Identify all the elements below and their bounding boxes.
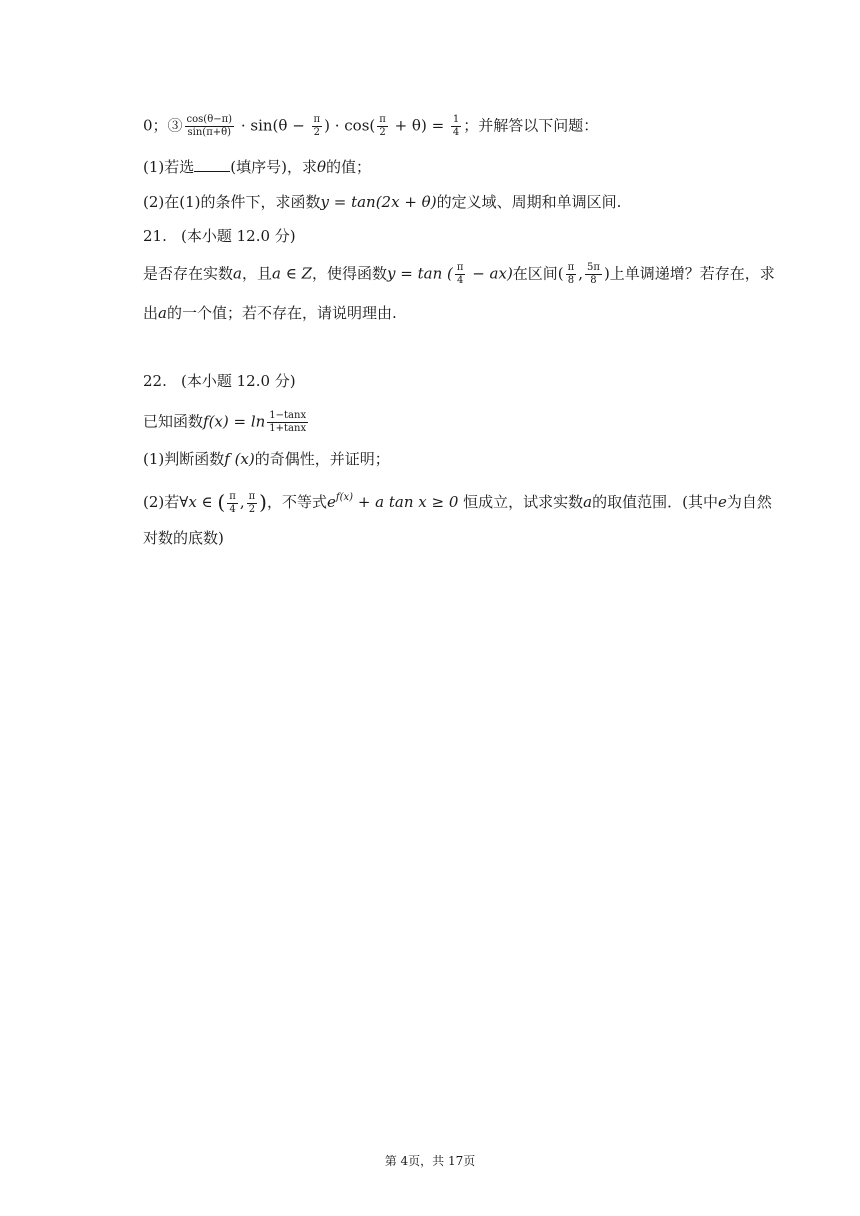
question-20-part-1: (1)若选 (填序号)，求θ的值； xyxy=(143,158,372,176)
fraction-log-argument: $\frac{1-\tan x}{1+\tan x}$ xyxy=(269,410,307,434)
question-22-part-2-continued: 对数的底数) xyxy=(143,529,224,547)
question-20-condition-line: 0；③ $\frac{\cos(\theta-\pi)}{\sin(\pi+\theta)}$ · sin(θ − $\frac{\pi}{2}$ ) · cos( $\frac{\pi}{2}$ + θ) = $\frac{1}{4}$ ；并解答以下问题： xyxy=(143,114,599,138)
fraction-pi-over-2-b: $\frac{\pi}{2}$ xyxy=(379,114,386,138)
question-22-function: 已知函数f(x) = ln $\frac{1-\tan x}{1+\tan x}$ xyxy=(143,410,307,434)
fill-in-blank xyxy=(194,157,230,172)
question-22-part-2: (2)若∀x ∈ ( $\frac{\pi}{4}$ , $\frac{\pi}{2}$ )，不等式$e^{f(x)} + a$ tan x ≥ 0 恒成立，试求实数a的取值范围．(其中e为自然 xyxy=(143,490,772,515)
fraction-pi-over-4: $\frac{\pi}{4}$ xyxy=(456,262,464,286)
question-21-header xyxy=(143,226,296,246)
question-20-part-2: (2)在(1)的条件下，求函数y = tan(2x + θ)的定义域、周期和单调区间. xyxy=(143,193,622,211)
fraction-one-quarter: $\frac{1}{4}$ xyxy=(452,114,460,138)
question-score: (本小题 12.0 分) xyxy=(181,227,296,245)
question-score: (本小题 12.0 分) xyxy=(181,372,296,390)
fraction-pi-over-4-b: $\frac{\pi}{4}$ xyxy=(229,490,236,515)
question-number: 22. xyxy=(143,372,167,390)
question-22-header xyxy=(143,371,296,391)
fraction-pi-over-2-c: $\frac{\pi}{2}$ xyxy=(248,490,256,515)
condition-lead: 0；③ xyxy=(143,116,183,135)
fraction-5pi-over-8: $\frac{5\pi}{8}$ xyxy=(587,262,600,286)
fraction-cos-over-sin: $\frac{\cos(\theta-\pi)}{\sin(\pi+\theta)}$ xyxy=(186,114,233,138)
question-21-line-1: 是否存在实数a，且a ∈ Z，使得函数y = tan ( $\frac{\pi}{4}$ − ax)在区间( $\frac{\pi}{8}$ , $\frac{5\pi}{8}$ )上单调递增？若存在，求 xyxy=(143,262,775,286)
question-22-part-1: (1)判断函数f (x)的奇偶性，并证明； xyxy=(143,450,390,468)
question-number: 21. xyxy=(143,227,167,245)
fraction-pi-over-8: $\frac{\pi}{8}$ xyxy=(567,262,575,286)
fraction-pi-over-2: $\frac{\pi}{2}$ xyxy=(313,114,321,138)
question-21-line-2: 出a的一个值；若不存在，请说明理由. xyxy=(143,304,397,322)
page-footer: 第 4页，共 17页 xyxy=(384,1154,476,1168)
